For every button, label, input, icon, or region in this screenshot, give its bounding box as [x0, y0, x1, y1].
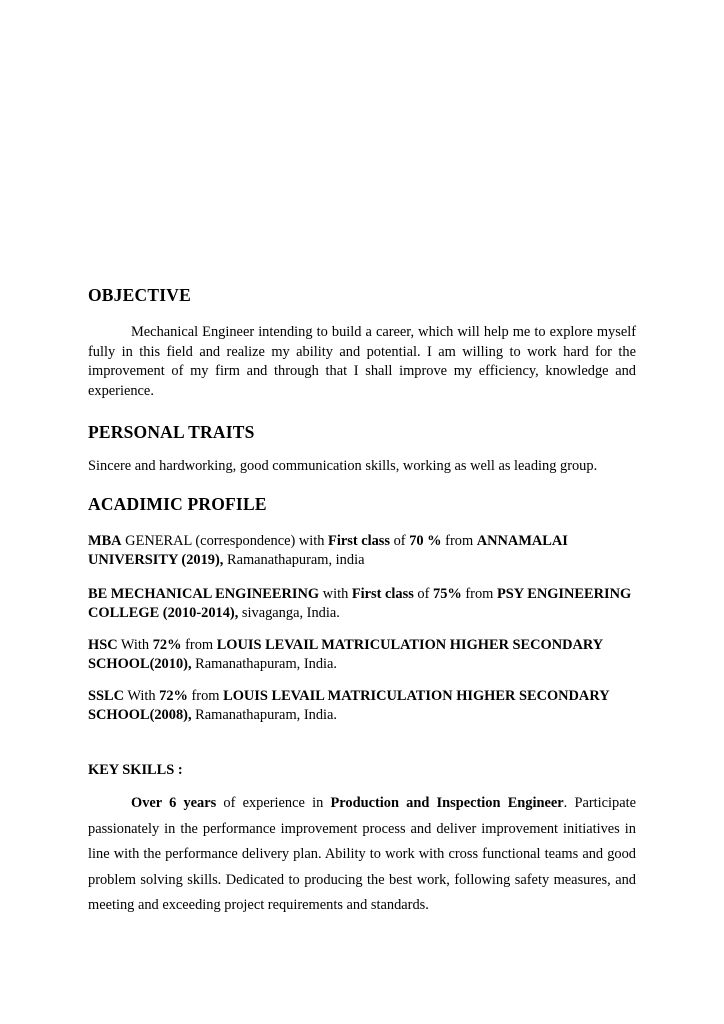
key-skills-text: Over 6 years of experience in Production and Inspection Engineer. Participate passionately in the performance improvement process and deliver improvement initiatives in line with the performance delivery plan. Ability to work with cross functional teams and good problem solving skills. Dedicated to producing the best work, following safety measures, and meeting and exceeding project requirements and standards.	[88, 795, 636, 913]
institution: LOUIS LEVAIL MATRICULATION HIGHER SECONDARY SCHOOL(2010),	[88, 637, 603, 672]
institution: LOUIS LEVAIL MATRICULATION HIGHER SECONDARY SCHOOL(2008),	[88, 688, 610, 723]
personal-traits-text: Sincere and hardworking, good communication skills, working as well as leading group.	[88, 458, 598, 474]
experience-years: Over 6 years	[131, 795, 217, 811]
objective-heading: OBJECTIVE	[88, 285, 191, 305]
education-entry-hsc: HSC With 72% from LOUIS LEVAIL MATRICULATION HIGHER SECONDARY SCHOOL(2010), Ramanathapuram, India.	[88, 637, 603, 672]
score: 70 %	[409, 533, 442, 549]
education-entry-mba: MBA GENERAL (correspondence) with First class of 70 % from ANNAMALAI UNIVERSITY (2019), Ramanathapuram, india	[88, 533, 568, 568]
personal-traits-heading: PERSONAL TRAITS	[88, 422, 255, 442]
location: Ramanathapuram, India.	[191, 707, 337, 723]
degree: HSC	[88, 637, 118, 653]
location: sivaganga, India.	[238, 605, 340, 621]
location: Ramanathapuram, india	[223, 552, 365, 568]
academic-profile-heading: ACADIMIC PROFILE	[88, 494, 267, 514]
score: 72%	[152, 637, 182, 653]
degree: BE MECHANICAL ENGINEERING	[88, 586, 320, 602]
score: 72%	[159, 688, 188, 704]
key-skills-heading: KEY SKILLS :	[88, 762, 183, 778]
class-grade: First class	[328, 533, 390, 549]
objective-text: Mechanical Engineer intending to build a career, which will help me to explore myself fully in this field and realize my ability and potential. I am willing to work hard for the improvement of my firm and through that I shall improve my efficiency, knowledge and experience.	[88, 324, 636, 399]
score: 75%	[433, 586, 462, 602]
job-role: Production and Inspection Engineer	[330, 795, 564, 811]
location: Ramanathapuram, India.	[191, 656, 337, 672]
education-entry-be: BE MECHANICAL ENGINEERING with First class of 75% from PSY ENGINEERING COLLEGE (2010-2014), sivaganga, India.	[88, 586, 632, 621]
degree: MBA	[88, 533, 122, 549]
institution: ANNAMALAI UNIVERSITY (2019),	[88, 533, 568, 568]
institution: PSY ENGINEERING COLLEGE (2010-2014),	[88, 586, 632, 621]
education-entry-sslc: SSLC With 72% from LOUIS LEVAIL MATRICULATION HIGHER SECONDARY SCHOOL(2008), Ramanathapuram, India.	[88, 688, 610, 723]
class-grade: First class	[351, 586, 414, 602]
degree: SSLC	[88, 688, 124, 704]
